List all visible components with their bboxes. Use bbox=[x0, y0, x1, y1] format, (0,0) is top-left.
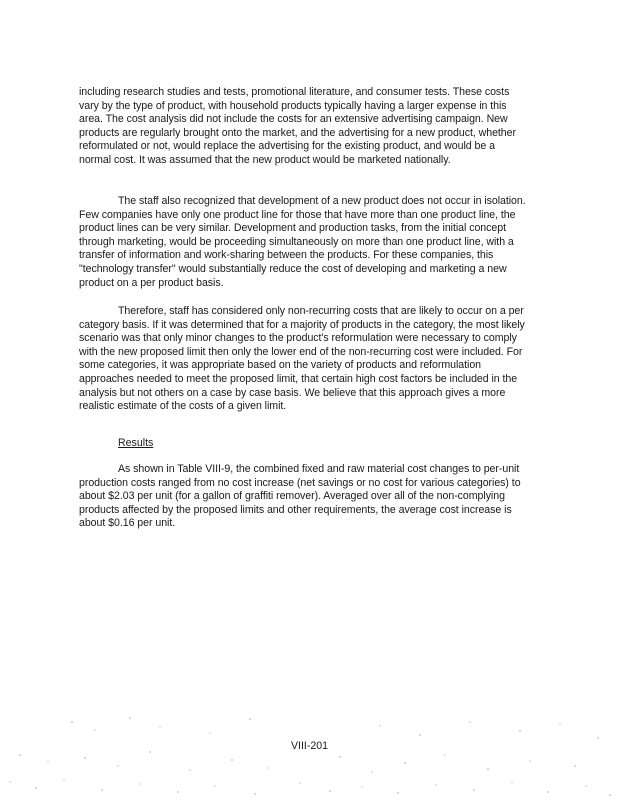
body-paragraph-2 bbox=[79, 195, 527, 290]
paragraph-text: The staff also recognized that development of a new product does not occur in isolation. Few companies have only one product line for those that have more than one product line, the product lines can be very similar. Development and production tasks, from the initial concept through marketing, would be proceeding simultaneously on more than one product line, with a transfer of information and work-sharing between the products. For these companies, this "technology transfer" would substantially reduce the cost of developing and marketing a new product on a per product basis. bbox=[79, 195, 526, 289]
scan-speckles bbox=[10, 717, 611, 795]
paragraph-text: As shown in Table VIII-9, the combined fixed and raw material cost changes to per-unit production costs ranged from no cost increase (net savings or no cost for various categories) to about $2.03 per unit (for a gallon of graffiti remover). Averaged over all of the non-complying products affected by the proposed limits and other requirements, the average cost increase is about $0.16 per unit. bbox=[79, 463, 521, 530]
body-paragraph-1 bbox=[79, 86, 527, 168]
page-number: VIII-201 bbox=[290, 740, 329, 752]
results-paragraph bbox=[79, 463, 527, 531]
body-paragraph-3 bbox=[79, 305, 527, 414]
paragraph-text: Therefore, staff has considered only non-recurring costs that are likely to occur on a per category basis. If it was determined that for a majority of products in the category, the most likely scenario was that only minor changes to the product's reformulation were necessary to comply with the new proposed limit then only the lower end of the non-recurring cost were included. For some categories, it was appropriate based on the variety of products and reformulation approaches needed to meet the proposed limit, that certain high cost factors be included in the analysis but not others on a case by case basis. We believe that this approach gives a more realistic estimate of the costs of a given limit. bbox=[79, 305, 525, 413]
paragraph-text: including research studies and tests, promotional literature, and consumer tests. These costs vary by the type of product, with household products typically having a larger expense in this area. The cost analysis did not include the costs for an extensive advertising campaign. New products are regularly brought onto the market, and the advertising for a new product, whether reformulated or not, would replace the advertising for the existing product, and would be a normal cost. It was assumed that the new product would be marketed nationally. bbox=[79, 86, 516, 166]
results-heading: Results bbox=[118, 437, 154, 449]
